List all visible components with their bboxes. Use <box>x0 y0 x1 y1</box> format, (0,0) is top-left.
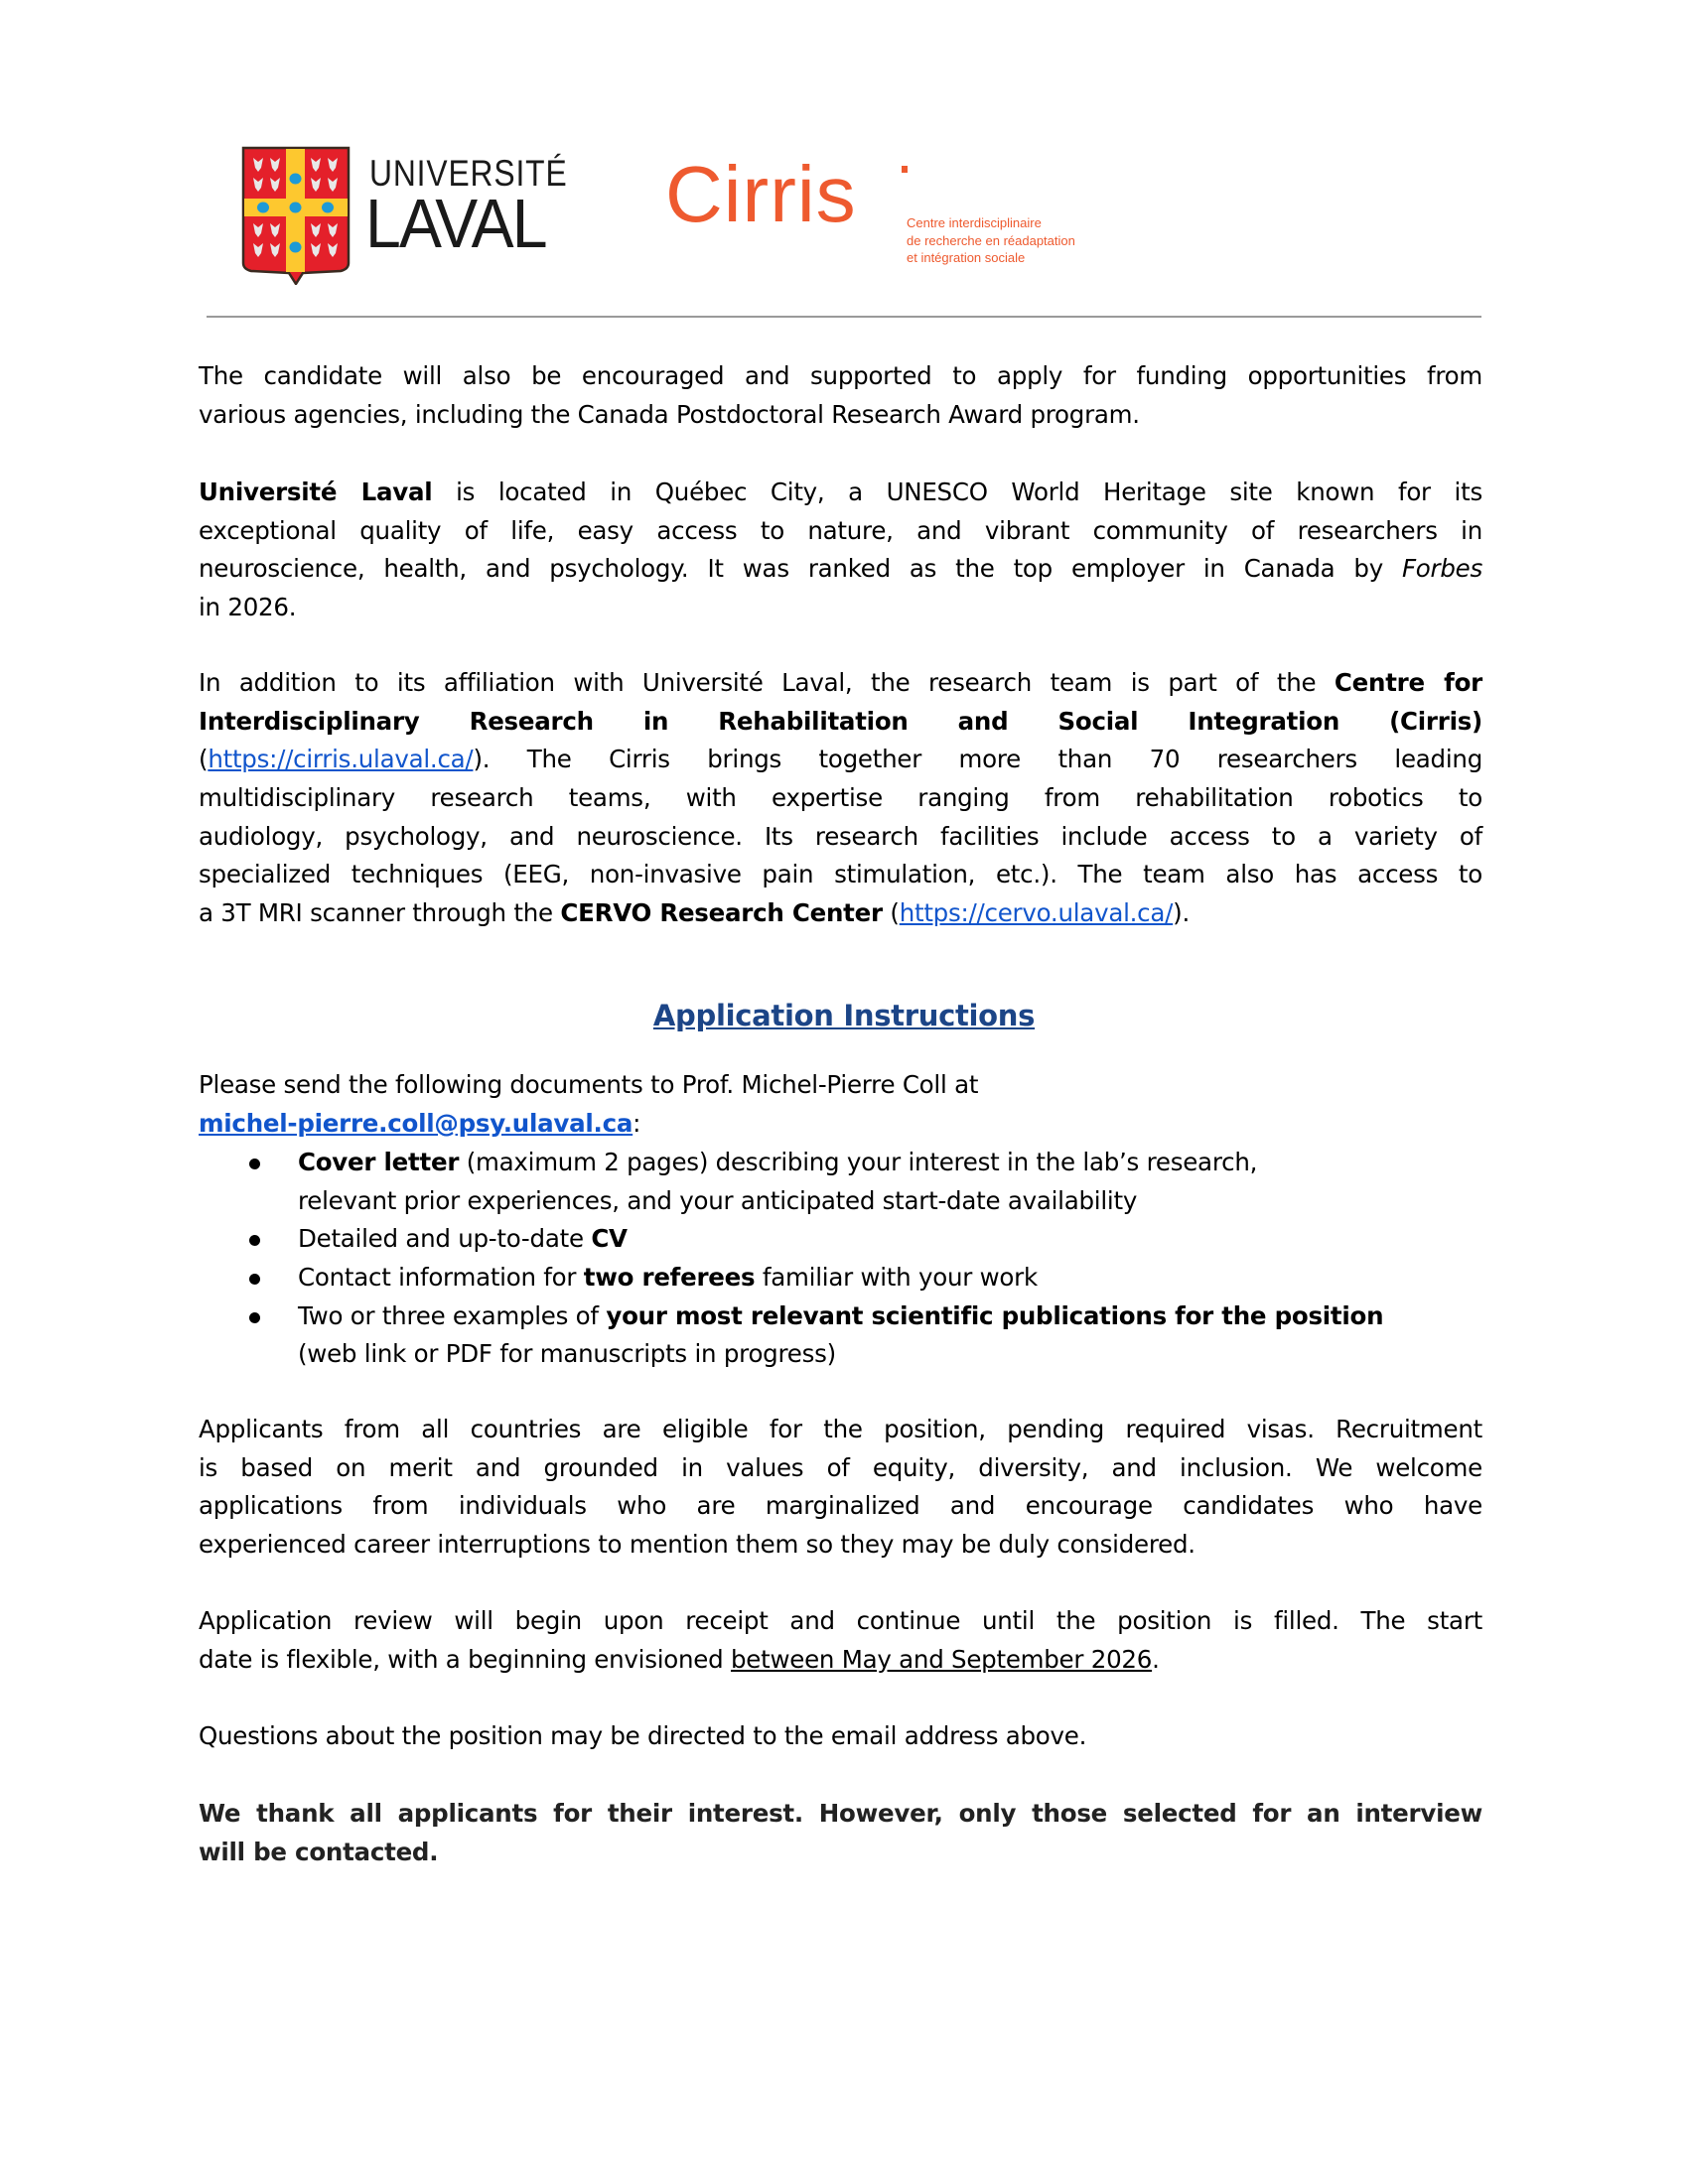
text-line <box>298 1220 1482 1259</box>
text-span: Detailed and up-to-date <box>298 1224 592 1254</box>
text-span: familiar with your work <box>755 1263 1038 1293</box>
text-span: neuroscience, health, and psychology. It was ranked as the top employer in Canada by <box>199 554 1402 584</box>
list-item-cv <box>199 1220 1482 1259</box>
text-line <box>199 894 1482 933</box>
bullet-icon <box>249 1312 260 1323</box>
bullet-icon <box>249 1159 260 1169</box>
application-instructions-heading <box>0 999 1688 1032</box>
text-line <box>298 1259 1482 1297</box>
review-paragraph <box>199 1602 1482 1679</box>
cirris-name-bold: Centre for <box>1334 668 1482 697</box>
text-span: . <box>1152 1644 1160 1674</box>
universite-laval-shield-logo <box>241 146 351 285</box>
cirris-logo-wordmark: Cirris <box>665 150 857 238</box>
eligibility-paragraph <box>199 1411 1482 1565</box>
cirris-paragraph <box>199 664 1482 933</box>
laval-paragraph <box>199 474 1482 627</box>
heading-text: Application Instructions <box>652 999 1036 1032</box>
cirris-website-link[interactable]: https://cirris.ulaval.ca/ <box>208 745 474 774</box>
cirris-subtitle-line: de recherche en réadaptation <box>907 232 1075 248</box>
list-item-cover-letter <box>199 1144 1482 1220</box>
bullet-icon <box>249 1274 260 1285</box>
text-line: is based on merit and grounded in values of equity, diversity, and inclusion. We welcome <box>199 1452 1482 1482</box>
text-span: : <box>633 1108 641 1138</box>
closing-paragraph <box>199 1795 1482 1871</box>
text-line <box>199 664 1482 703</box>
text-line: The candidate will also be encouraged and supported to apply for funding opportunities from <box>199 361 1482 390</box>
text-line <box>298 1144 1482 1182</box>
bullet-icon <box>249 1235 260 1246</box>
text-line: relevant prior experiences, and your anticipated start-date availability <box>298 1185 1138 1215</box>
text-line: We thank all applicants for their interest. However, only those selected for an interview <box>199 1799 1482 1828</box>
universite-wordmark: UNIVERSITÉ <box>369 153 568 194</box>
laval-name-bold: Université Laval <box>199 478 433 506</box>
cirris-logo-subtitle <box>907 214 1075 267</box>
text-span: (maximum 2 pages) describing your interest in the lab’s research, <box>459 1148 1258 1176</box>
text-span: Contact information for <box>298 1263 584 1293</box>
funding-paragraph <box>199 357 1482 434</box>
text-line: multidisciplinary research teams, with expertise ranging from rehabilitation robotics to <box>199 783 1482 813</box>
list-item-publications <box>199 1297 1482 1374</box>
text-line: exceptional quality of life, easy access to nature, and vibrant community of researchers in <box>199 515 1482 545</box>
text-line: Application review will begin upon receipt and continue until the position is filled. The start <box>199 1606 1482 1635</box>
text-line: various agencies, including the Canada Postdoctoral Research Award program. <box>199 399 1140 429</box>
text-span: In addition to its affiliation with Université Laval, the research team is part of the <box>199 668 1335 697</box>
cirris-subtitle-line: Centre interdisciplinaire <box>907 215 1042 230</box>
start-date-underlined: between May and September 2026 <box>730 1644 1153 1674</box>
item-bold: Cover letter <box>298 1148 460 1176</box>
item-bold: two referees <box>583 1263 756 1293</box>
text-span: date is flexible, with a beginning envisioned <box>199 1644 731 1674</box>
item-bold: your most relevant scientific publications for the position <box>606 1300 1384 1330</box>
text-span: is located in Québec City, a UNESCO World Heritage site known for its <box>432 478 1482 506</box>
cirris-logo-dot-icon <box>902 166 908 173</box>
text-span: ). The Cirris brings together more than 70 researchers leading <box>473 745 1482 774</box>
text-span: ). <box>1173 898 1191 928</box>
list-item-referees <box>199 1259 1482 1297</box>
shield-icon <box>241 146 351 285</box>
forbes-italic: Forbes <box>1401 554 1482 584</box>
text-line <box>298 1297 1482 1336</box>
text-line <box>199 550 1482 589</box>
text-line: specialized techniques (EEG, non-invasive pain stimulation, etc.). The team also has access to <box>199 860 1482 889</box>
text-line <box>199 1641 1482 1680</box>
laval-wordmark: LAVAL <box>365 185 546 262</box>
text-line: audiology, psychology, and neuroscience. Its research facilities include access to a variety of <box>199 821 1482 851</box>
text-span: a 3T MRI scanner through the <box>199 898 561 928</box>
text-span: Two or three examples of <box>298 1300 607 1330</box>
text-line <box>199 1105 1482 1144</box>
text-line: experienced career interruptions to mention them so they may be duly considered. <box>199 1530 1196 1560</box>
cervo-website-link[interactable]: https://cervo.ulaval.ca/ <box>899 898 1174 928</box>
text-line: will be contacted. <box>199 1837 439 1866</box>
text-line: applications from individuals who are marginalized and encourage candidates who have <box>199 1491 1482 1521</box>
header-divider <box>207 316 1481 318</box>
text-line <box>199 741 1482 779</box>
text-span: ( <box>882 898 900 928</box>
text-line <box>199 474 1482 512</box>
required-documents-list <box>199 1144 1482 1374</box>
text-line: in 2026. <box>199 593 297 622</box>
text-line: (web link or PDF for manuscripts in progress) <box>298 1339 836 1369</box>
text-line: Applicants from all countries are eligible for the position, pending required visas. Recruitment <box>199 1415 1482 1443</box>
cervo-name-bold: CERVO Research Center <box>560 898 883 928</box>
questions-paragraph <box>199 1717 1482 1756</box>
text-line: Interdisciplinary Research in Rehabilitation and Social Integration (Cirris) <box>199 706 1482 736</box>
text-span: ( <box>199 745 209 774</box>
text-line: Questions about the position may be directed to the email address above. <box>199 1721 1087 1750</box>
text-line: Please send the following documents to Prof. Michel-Pierre Coll at <box>199 1070 979 1099</box>
cirris-subtitle-line: et intégration sociale <box>907 250 1026 265</box>
item-bold: CV <box>591 1224 628 1254</box>
application-intro <box>199 1066 1482 1143</box>
contact-email-link[interactable]: michel-pierre.coll@psy.ulaval.ca <box>199 1108 633 1138</box>
